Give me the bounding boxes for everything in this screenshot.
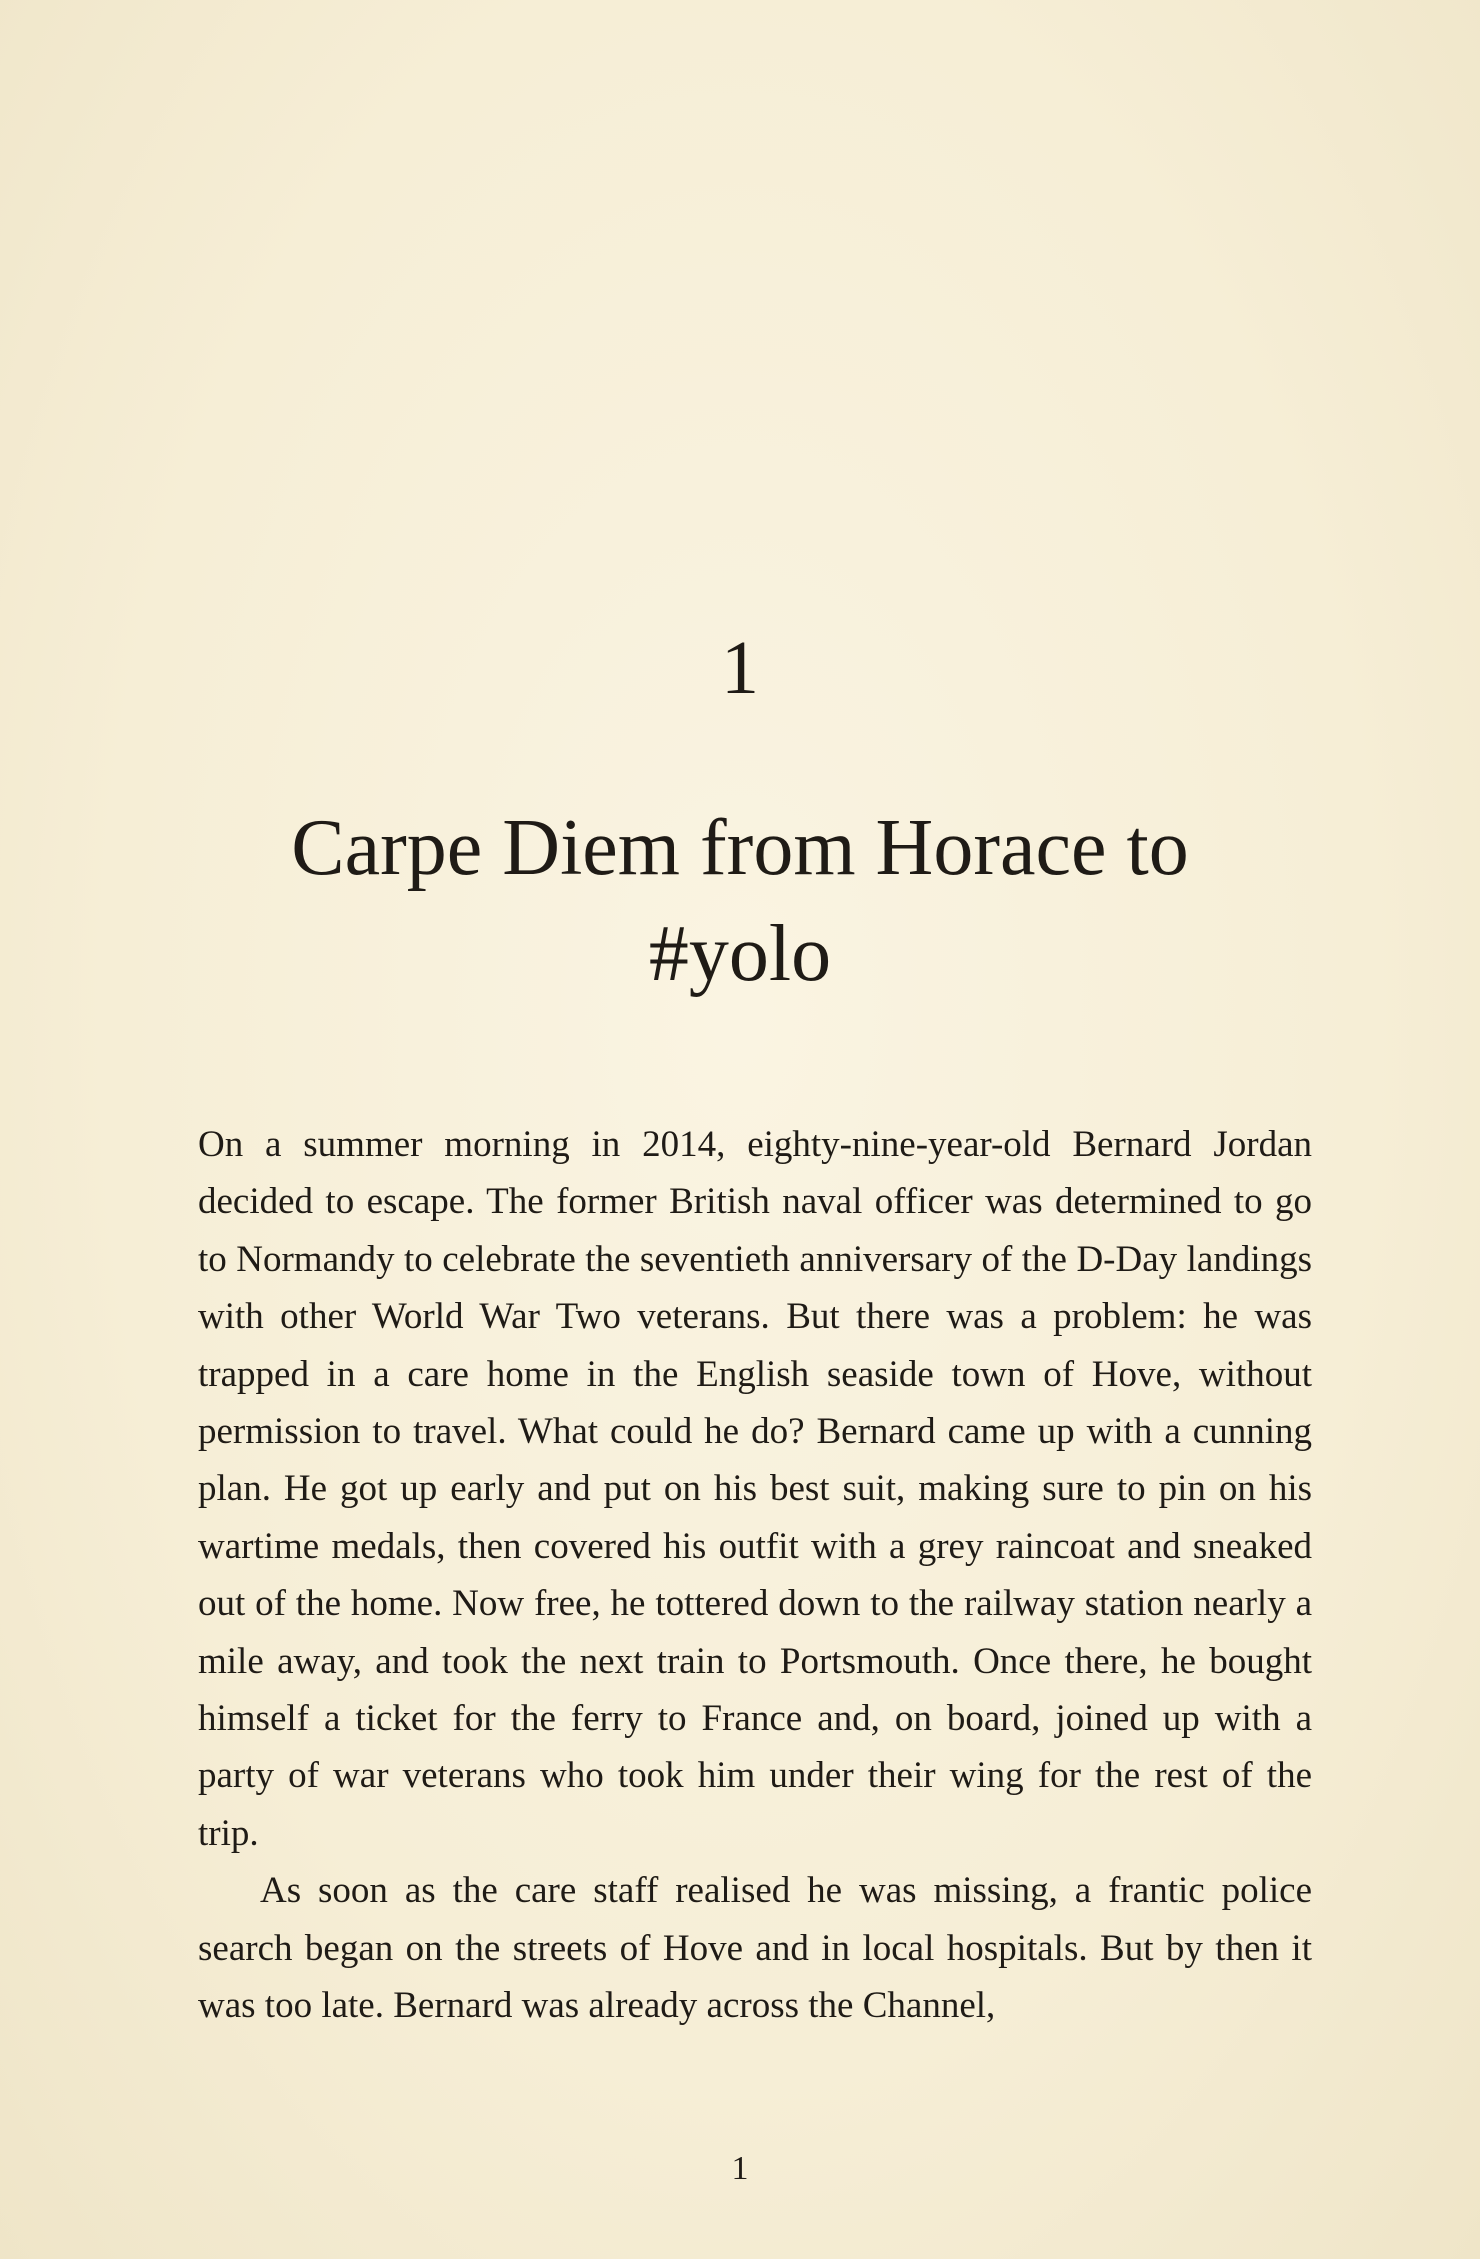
page-number: 1: [731, 2150, 749, 2187]
paragraph-1: On a summer morning in 2014, eighty-nine-year-old Bernard Jordan decided to escape. The former British naval officer was determined to go to Normandy to celebrate the seventieth anniversary of the D-Day landings with other World War Two veterans. But there was a problem: he was trapped in a care home in the English seaside town of Hove, without permission to travel. What could he do? Bernard came up with a cunning plan. He got up early and put on his best suit, making sure to pin on his wartime medals, then covered his outfit with a grey raincoat and sneaked out of the home. Now free, he tottered down to the railway station nearly a mile away, and took the next train to Portsmouth. Once there, he bought himself a ticket for the ferry to France and, on board, joined up with a party of war veterans who took him under their wing for the rest of the trip.: [198, 1124, 1312, 1854]
body-text: [198, 1116, 1312, 2035]
chapter-title: Carpe Diem from Horace to #yolo: [291, 804, 1189, 998]
chapter-number: 1: [721, 626, 759, 710]
paragraph-2: As soon as the care staff realised he was missing, a frantic police search began on the streets of Hove and in local hospitals. But by then it was too late. Bernard was already across the Channel,: [198, 1870, 1312, 2027]
